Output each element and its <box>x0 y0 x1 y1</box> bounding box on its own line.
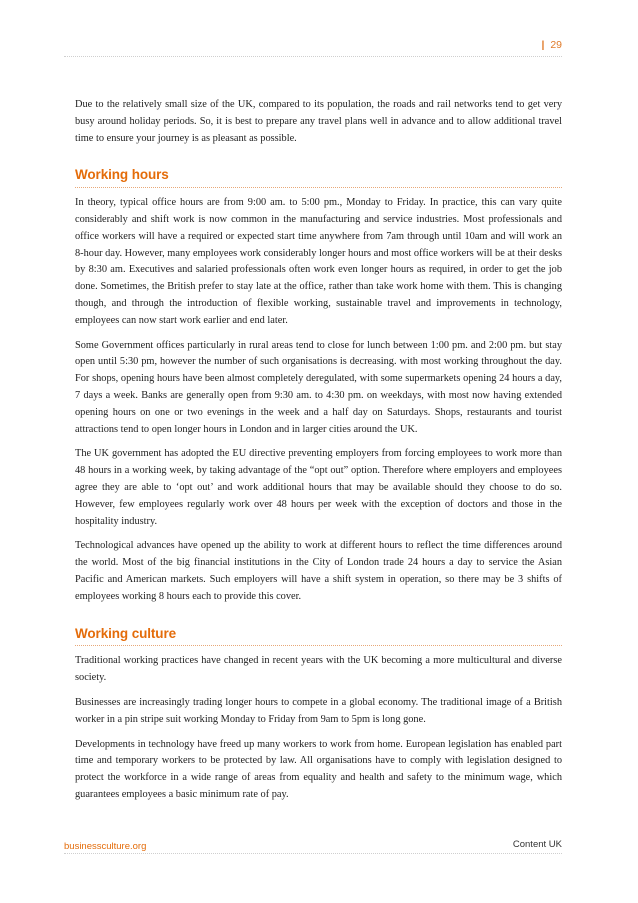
page-number-value: 29 <box>550 39 562 51</box>
working-culture-paragraph-3: Developments in technology have freed up many workers to work from home. European legislation has enabled part time and temporary workers to be protected by law. All organisations have to comply with legislation designed to protect the workforce in a wide range of areas from equality and health and safety to the minimum wage, which guarantees employees a basic minimum rate of pay. <box>75 738 562 800</box>
section-heading-working-hours: Working hours <box>75 167 562 188</box>
page-content <box>75 97 562 812</box>
working-culture-paragraph-2: Businesses are increasingly trading longer hours to compete in a global economy. The traditional image of a British worker in a pin stripe suit working Monday to Friday from 9am to 5pm is long gone. <box>75 696 562 725</box>
page-number-separator: | <box>541 39 545 51</box>
working-hours-paragraph-3: The UK government has adopted the EU directive preventing employers from forcing employees to work more than 48 hours in a working week, by taking advantage of the “opt out” option. Therefore where employers and employees agree they are able to ‘opt out’ and work additional hours that may be available should they choose to do so. However, few employees regularly work over 48 hours per week with the exception of doctors and those in the hospitality industry. <box>75 448 562 527</box>
page-header <box>64 36 562 57</box>
page-number <box>541 39 562 51</box>
section-heading-working-culture: Working culture <box>75 626 562 647</box>
intro-paragraph: Due to the relatively small size of the UK, compared to its population, the roads and rail networks tend to get very busy around holiday periods. So, it is best to prepare any travel plans well in advance and to allow additional travel time to ensure your journey is as pleasant as possible. <box>75 99 562 144</box>
working-hours-paragraph-1: In theory, typical office hours are from 9:00 am. to 5:00 pm., Monday to Friday. In practice, this can vary quite considerably and shift work is now common in the manufacturing and service industries. Most professionals and office workers will have a required or expected start time anywhere from 7am through until 10am and will work an 8-hour day. However, many employees work considerably longer hours and most office workers will be at their desks by 8:30 am. Executives and salaried professionals often work even longer hours as required, in order to get the job done. Sometimes, the British prefer to stay late at the office, rather than take work home with them. This is changing though, and through the introduction of flexible working, sustainable travel and improvements in technology, employees can now start work earlier and end later. <box>75 197 562 326</box>
working-culture-paragraph-1: Traditional working practices have changed in recent years with the UK becoming a more multicultural and diverse society. <box>75 655 562 684</box>
page-footer <box>64 837 562 854</box>
working-hours-paragraph-4: Technological advances have opened up the ability to work at different hours to reflect the time differences around the world. Most of the big financial institutions in the City of London trade 24 hours a day to service the Asian Pacific and American markets. Such employers will have a shift system in operation, so there may be 3 shifts of employees working 8 hours each to provide this cover. <box>75 540 562 602</box>
working-hours-paragraph-2: Some Government offices particularly in rural areas tend to close for lunch between 1:00 pm. and 2:00 pm. but stay open until 5:30 pm, however the number of such organisations is decreasing. with most working throughout the day. For shops, opening hours have been almost completely deregulated, with some supermarkets opening 24 hours a day, 7 days a week. Banks are generally open from 9:30 am. to 4:30 pm. on weekdays, with most now having extended opening hours on one or two evenings in the week and a half day on Saturdays. Shops, restaurants and tourist attractions tend to open longer hours in London and in larger cities around the UK. <box>75 339 562 435</box>
footer-title: Content UK <box>512 839 562 850</box>
footer-site-link[interactable]: businessculture.org <box>64 841 147 852</box>
